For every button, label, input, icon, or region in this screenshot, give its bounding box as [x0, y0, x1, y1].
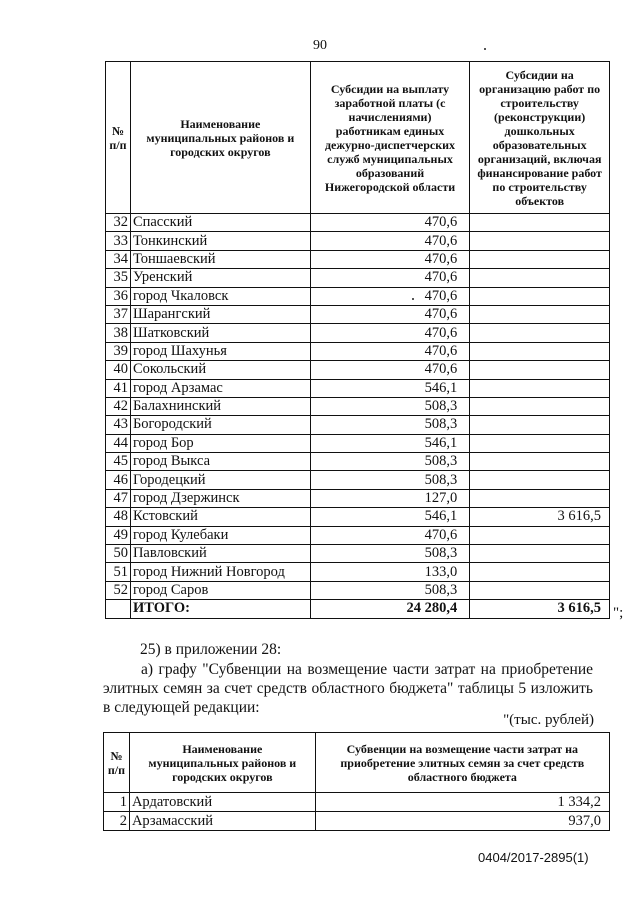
- row-number: 50: [106, 545, 131, 563]
- row-col2: [470, 581, 610, 599]
- row-name: Арзамасский: [129, 812, 315, 831]
- row-col1: 470,6: [310, 342, 470, 360]
- row-col2: [470, 416, 610, 434]
- row-col2: [470, 324, 610, 342]
- table-row: [106, 581, 610, 599]
- row-col2: [470, 361, 610, 379]
- row-name: Богородский: [130, 416, 310, 434]
- row-number: 45: [106, 453, 131, 471]
- row-col1: 470,6: [310, 361, 470, 379]
- row-name: Шатковский: [130, 324, 310, 342]
- table-row: [106, 342, 610, 360]
- row-col2: [470, 471, 610, 489]
- row-number: 33: [106, 232, 131, 250]
- table-row: [106, 434, 610, 452]
- row-col2: [470, 563, 610, 581]
- row-col1: 508,3: [310, 545, 470, 563]
- row-number: 37: [106, 305, 131, 323]
- row-name: Балахнинский: [130, 397, 310, 415]
- row-col2: [470, 379, 610, 397]
- row-number: 47: [106, 489, 131, 507]
- header-col2: Субсидии на организацию работ по строительству (реконструкции) дошкольных образовательных организаций, включая финансирование работ по строительству объектов: [470, 62, 610, 214]
- row-number: 2: [104, 812, 130, 831]
- row-col2: [470, 545, 610, 563]
- table-row: [106, 471, 610, 489]
- row-name: Кстовский: [130, 508, 310, 526]
- row-col1: 133,0: [310, 563, 470, 581]
- scan-dot: [484, 48, 486, 50]
- table-row: [106, 489, 610, 507]
- table-row: [106, 250, 610, 268]
- row-col1: 470,6: [310, 324, 470, 342]
- table-row: [104, 793, 610, 812]
- row-number: 48: [106, 508, 131, 526]
- row-col2: [470, 214, 610, 232]
- row-name: Тонкинский: [130, 232, 310, 250]
- t2-header-col1: Субвенции на возмещение части затрат на приобретение элитных семян за счет средств областного бюджета: [315, 733, 609, 793]
- table-row: [106, 305, 610, 323]
- row-col1: 127,0: [310, 489, 470, 507]
- row-col2: [470, 342, 610, 360]
- row-number: 41: [106, 379, 131, 397]
- t2-header-num: № п/п: [104, 733, 130, 793]
- table-row: [106, 453, 610, 471]
- row-col1: 470,6: [310, 526, 470, 544]
- table-row: [104, 812, 610, 831]
- row-number: 51: [106, 563, 131, 581]
- row-col1: 470,6: [310, 305, 470, 323]
- table-row: [106, 563, 610, 581]
- table-row: [106, 214, 610, 232]
- row-col1: 508,3: [310, 453, 470, 471]
- table-row: [106, 269, 610, 287]
- row-col2: [470, 269, 610, 287]
- row-name: город Бор: [130, 434, 310, 452]
- row-name: город Дзержинск: [130, 489, 310, 507]
- closing-quote: ";: [613, 605, 624, 621]
- total-col1: 24 280,4: [310, 600, 470, 618]
- row-col1: 546,1: [310, 434, 470, 452]
- row-name: Сокольский: [130, 361, 310, 379]
- item-a: а) графу "Субвенции на возмещение части затрат на приобретение элитных семян за счет средств областного бюджета" таблицы 5 изложить в следующей редакции:: [103, 661, 593, 716]
- row-number: 36: [106, 287, 131, 305]
- table-row: [106, 545, 610, 563]
- row-col1: 470,6: [310, 269, 470, 287]
- total-label: ИТОГО:: [130, 600, 310, 618]
- row-number: 32: [106, 214, 131, 232]
- row-col2: [470, 489, 610, 507]
- row-number: 34: [106, 250, 131, 268]
- row-name: город Выкса: [130, 453, 310, 471]
- table-row: [106, 508, 610, 526]
- row-number: 39: [106, 342, 131, 360]
- table-row: [106, 397, 610, 415]
- row-col2: [470, 250, 610, 268]
- row-col1: 508,3: [310, 397, 470, 415]
- row-number: 49: [106, 526, 131, 544]
- row-name: город Арзамас: [130, 379, 310, 397]
- row-col1: 470,6: [310, 214, 470, 232]
- row-col2: [470, 287, 610, 305]
- unit-label: "(тыс. рублей): [503, 712, 594, 728]
- table-row: [106, 287, 610, 305]
- header-num: № п/п: [106, 62, 131, 214]
- row-number: 40: [106, 361, 131, 379]
- row-name: Павловский: [130, 545, 310, 563]
- row-col1: 508,3: [310, 581, 470, 599]
- row-name: Спасский: [130, 214, 310, 232]
- row-col1: 508,3: [310, 471, 470, 489]
- row-name: город Чкаловск: [130, 287, 310, 305]
- row-name: Уренский: [130, 269, 310, 287]
- row-col2: 3 616,5: [470, 508, 610, 526]
- table-row: [106, 526, 610, 544]
- row-number: 52: [106, 581, 131, 599]
- document-number: 0404/2017-2895(1): [478, 850, 589, 865]
- row-col2: [470, 305, 610, 323]
- total-row: [106, 600, 610, 618]
- row-col1: 1 334,2: [315, 793, 609, 812]
- row-name: Тоншаевский: [130, 250, 310, 268]
- table-row: [106, 379, 610, 397]
- table-row: [106, 324, 610, 342]
- row-number: 43: [106, 416, 131, 434]
- table-row: [106, 416, 610, 434]
- row-col2: [470, 453, 610, 471]
- row-number: 35: [106, 269, 131, 287]
- row-name: Ардатовский: [129, 793, 315, 812]
- row-name: город Шахунья: [130, 342, 310, 360]
- subventions-table: [103, 732, 610, 831]
- row-col1: 546,1: [310, 379, 470, 397]
- row-name: Городецкий: [130, 471, 310, 489]
- row-name: Шарангский: [130, 305, 310, 323]
- row-name: город Кулебаки: [130, 526, 310, 544]
- row-number: 42: [106, 397, 131, 415]
- row-col1: 937,0: [315, 812, 609, 831]
- row-col1: 470,6: [310, 250, 470, 268]
- page-number: 90: [313, 38, 327, 53]
- table-row: [106, 361, 610, 379]
- header-name: Наименование муниципальных районов и городских округов: [130, 62, 310, 214]
- row-number: 1: [104, 793, 130, 812]
- row-col1: 470,6: [310, 232, 470, 250]
- row-col1: 508,3: [310, 416, 470, 434]
- row-number: 38: [106, 324, 131, 342]
- row-col2: [470, 434, 610, 452]
- row-col1: 470,6: [310, 287, 470, 305]
- t2-header-name: Наименование муниципальных районов и городских округов: [129, 733, 315, 793]
- header-col1: Субсидии на выплату заработной платы (с начислениями) работникам единых дежурно-диспетчерских служб муниципальных образований Нижегородской области: [310, 62, 470, 214]
- row-number: 44: [106, 434, 131, 452]
- subsidies-table: [105, 61, 610, 619]
- row-col2: [470, 526, 610, 544]
- row-col2: [470, 397, 610, 415]
- row-number: 46: [106, 471, 131, 489]
- item-25: 25) в приложении 28:: [140, 641, 282, 658]
- row-name: город Нижний Новгород: [130, 563, 310, 581]
- row-name: город Саров: [130, 581, 310, 599]
- row-col1: 546,1: [310, 508, 470, 526]
- total-col2: 3 616,5: [470, 600, 610, 618]
- row-col2: [470, 232, 610, 250]
- table-row: [106, 232, 610, 250]
- scan-dot: [412, 298, 414, 300]
